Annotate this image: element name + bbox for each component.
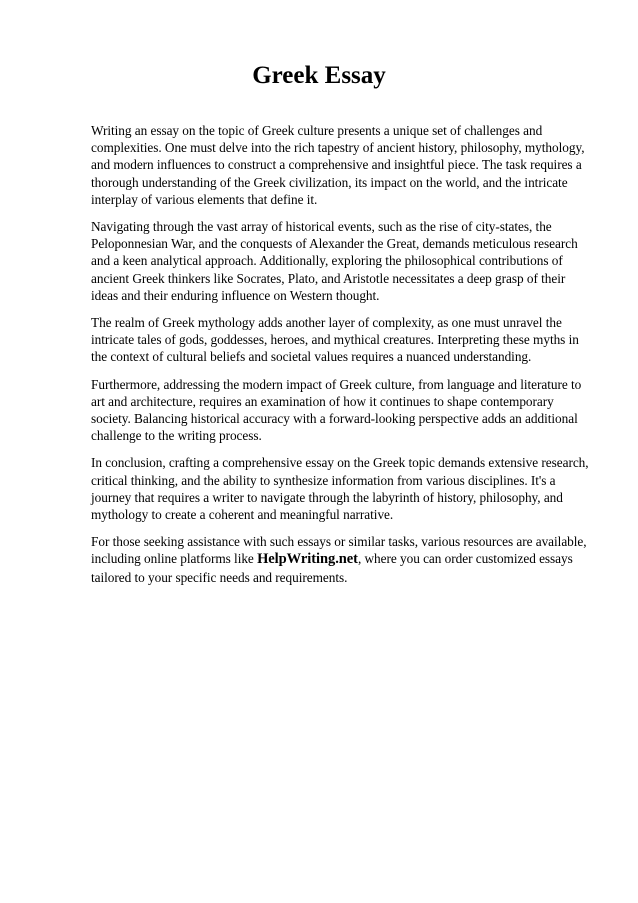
document-body xyxy=(91,122,595,596)
paragraph-history: Navigating through the vast array of historical events, such as the rise of city-states, the Peloponnesian War, and the conquests of Alexander the Great, demands meticulous research and a keen analytical approach. Additionally, exploring the philosophical contributions of ancient Greek thinkers like Socrates, Plato, and Aristotle necessitates a deep grasp of their ideas and their enduring influence on Western thought. xyxy=(91,219,578,303)
paragraph-closing xyxy=(91,533,595,586)
closing-text-before: For those seeking assistance with such essays or similar tasks, various resources are available, including online platforms like xyxy=(91,534,587,567)
paragraph-mythology: The realm of Greek mythology adds another layer of complexity, as one must unravel the intricate tales of gods, goddesses, heroes, and mythical creatures. Interpreting these myths in the context of cultural beliefs and societal values requires a nuanced understanding. xyxy=(91,315,579,365)
document-title: Greek Essay xyxy=(252,62,386,89)
brand-name: HelpWriting.net xyxy=(257,551,358,568)
paragraph-intro: Writing an essay on the topic of Greek culture presents a unique set of challenges and complexities. One must delve into the rich tapestry of ancient history, philosophy, mythology, and modern influences to construct a comprehensive and insightful piece. The task requires a thorough understanding of the Greek civilization, its impact on the world, and the intricate interplay of various elements that define it. xyxy=(91,123,585,207)
paragraph-conclusion: In conclusion, crafting a comprehensive essay on the Greek topic demands extensive research, critical thinking, and the ability to synthesize information from various disciplines. It's a journey that requires a writer to navigate through the labyrinth of history, philosophy, and mythology to create a coherent and meaningful narrative. xyxy=(91,455,589,523)
closing-text-after: , where you can order customized essays tailored to your specific needs and requirements. xyxy=(91,551,573,585)
paragraph-modern-impact: Furthermore, addressing the modern impact of Greek culture, from language and literature to art and architecture, requires an examination of how it continues to shape contemporary society. Balancing historical accuracy with a forward-looking perspective adds an additional challenge to the writing process. xyxy=(91,376,582,444)
